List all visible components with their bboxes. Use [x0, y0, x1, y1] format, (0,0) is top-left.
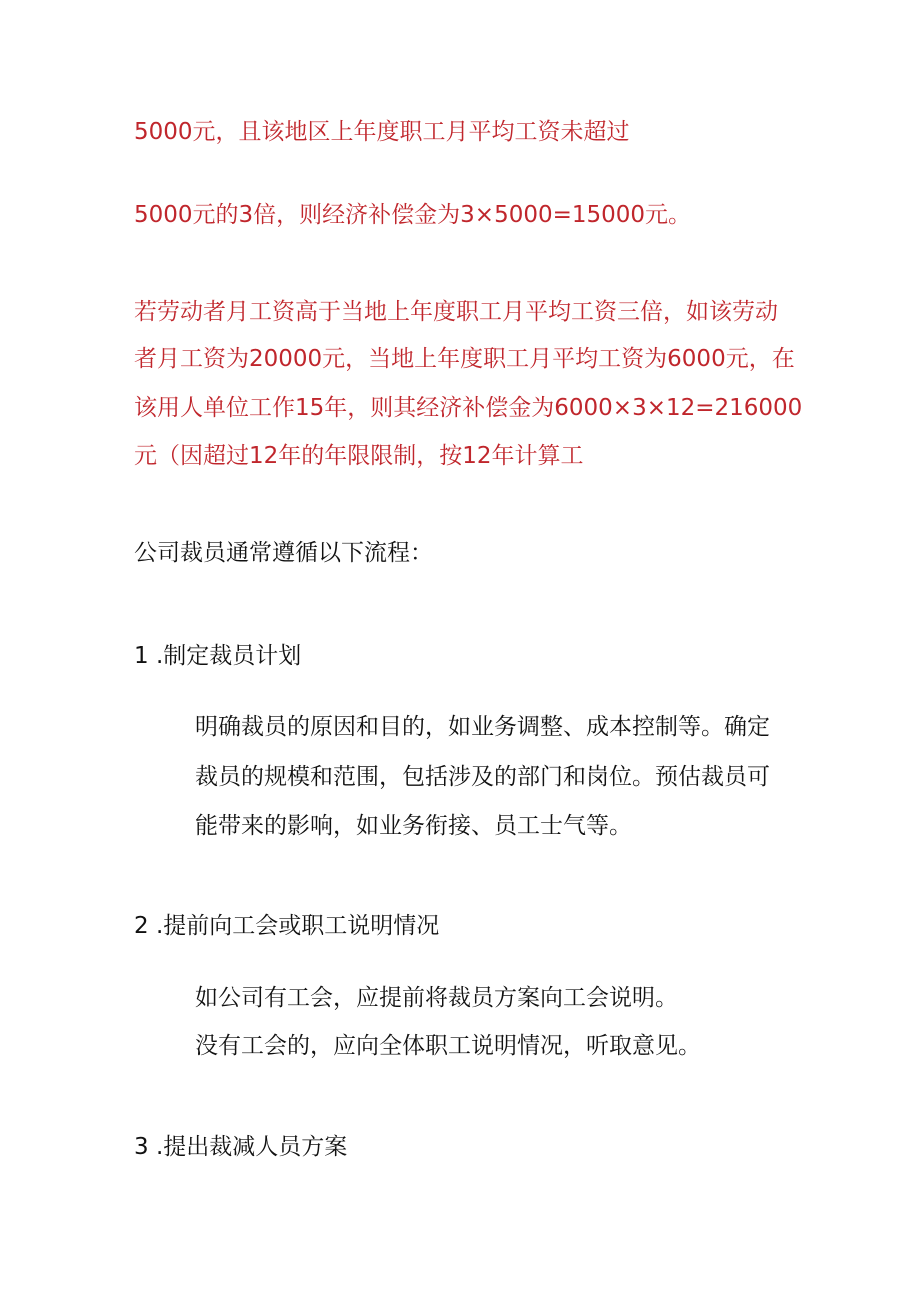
step-1-body-line-3: 能带来的影响，如业务衔接、员工士气等。 — [195, 813, 632, 839]
paragraph-1-line-2: 5000元的3倍，则经济补偿金为3×5000=15000元。 — [134, 202, 692, 228]
step-1-heading: 1 .制定裁员计划 — [134, 643, 302, 669]
step-3-heading: 3 .提出裁减人员方案 — [134, 1134, 348, 1160]
paragraph-1-line-1: 5000元，且该地区上年度职工月平均工资未超过 — [134, 119, 630, 145]
step-1-body-line-2: 裁员的规模和范围，包括涉及的部门和岗位。预估裁员可 — [195, 764, 770, 790]
step-1-body-line-1: 明确裁员的原因和目的，如业务调整、成本控制等。确定 — [195, 714, 770, 740]
step-2-body-line-2: 没有工会的，应向全体职工说明情况，听取意见。 — [195, 1033, 701, 1059]
paragraph-2-line-4: 元（因超过12年的年限限制，按12年计算工 — [134, 443, 584, 469]
paragraph-2-line-1: 若劳动者月工资高于当地上年度职工月平均工资三倍，如该劳动 — [134, 299, 778, 325]
step-2-heading: 2 .提前向工会或职工说明情况 — [134, 913, 440, 939]
step-2-body-line-1: 如公司有工会，应提前将裁员方案向工会说明。 — [195, 985, 678, 1011]
paragraph-2-line-3: 该用人单位工作15年，则其经济补偿金为6000×3×12=216000 — [134, 395, 803, 421]
paragraph-2-line-2: 者月工资为20000元，当地上年度职工月平均工资为6000元，在 — [134, 346, 795, 372]
process-intro: 公司裁员通常遵循以下流程： — [134, 540, 433, 566]
